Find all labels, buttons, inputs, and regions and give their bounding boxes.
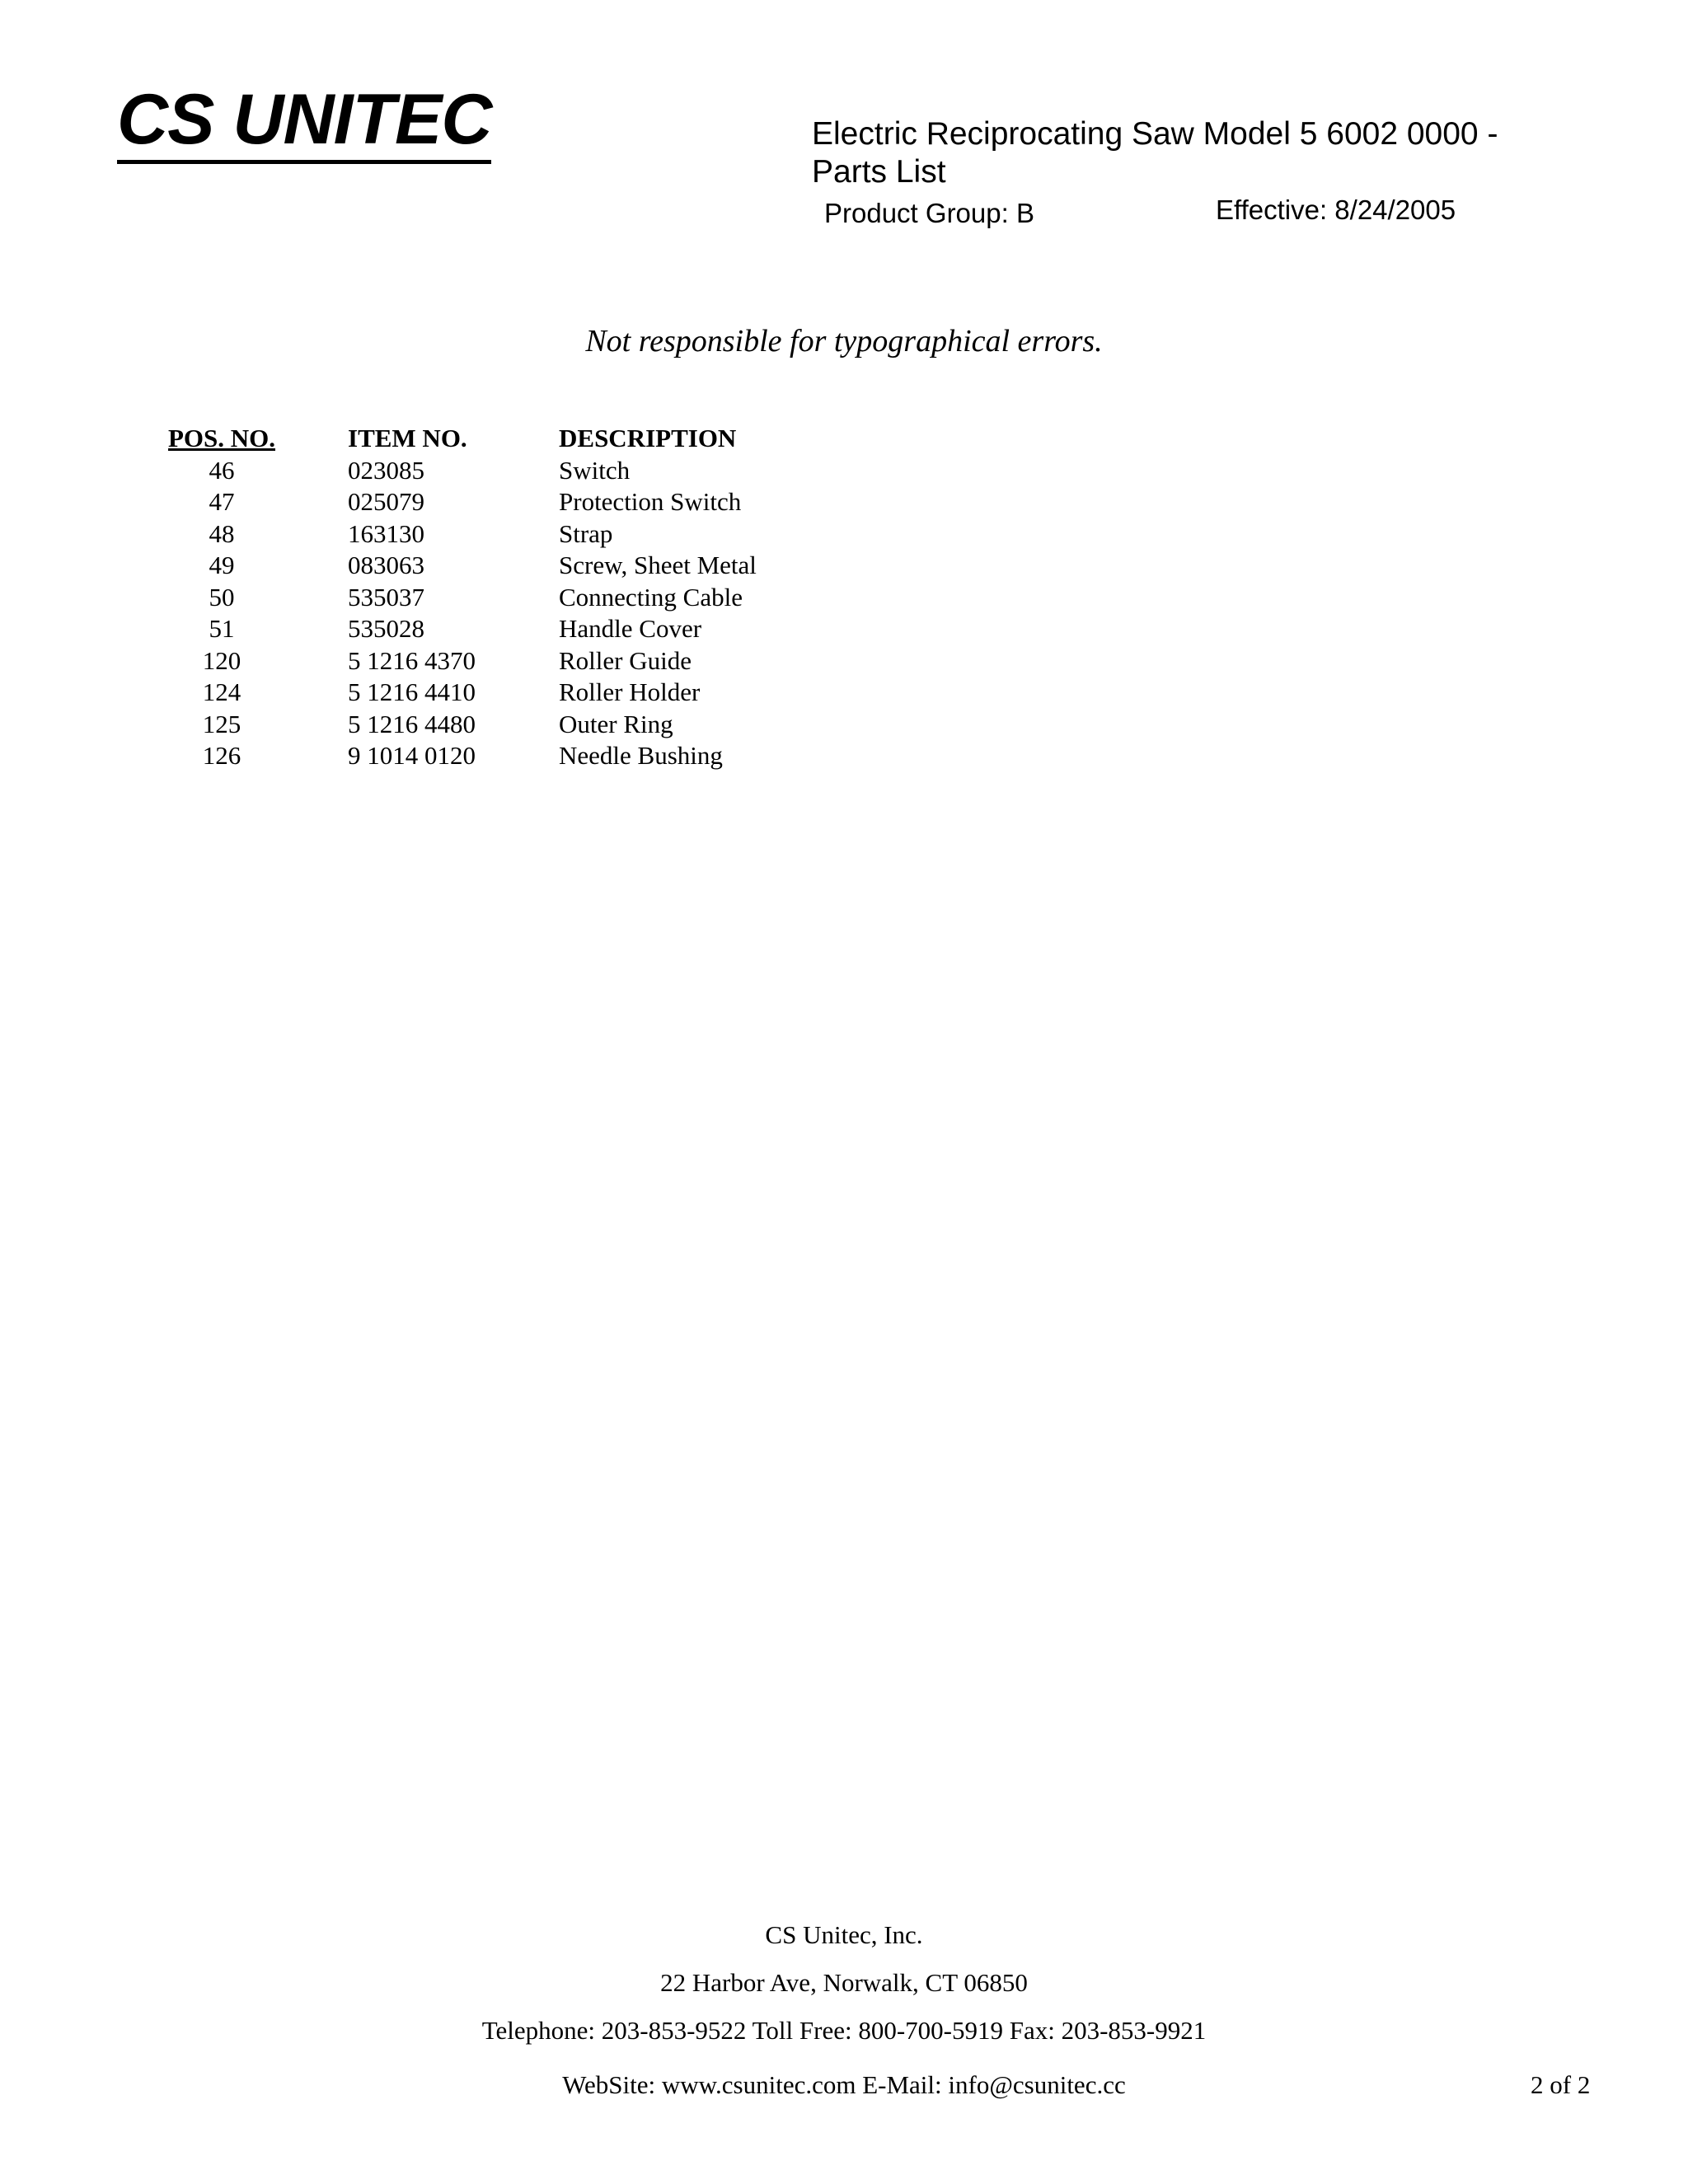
item-no-cell: 083063	[348, 551, 424, 579]
parts-table-header	[163, 423, 889, 455]
item-no-header: ITEM NO.	[348, 424, 467, 452]
item-no-cell: 023085	[348, 455, 424, 485]
company-logo: CS UNITEC	[117, 84, 491, 164]
parts-table	[163, 423, 889, 772]
footer-address: 22 Harbor Ave, Norwalk, CT 06850	[660, 1968, 1028, 1997]
footer-company: CS Unitec, Inc.	[765, 1920, 923, 1949]
description-cell: Handle Cover	[559, 614, 702, 643]
description-cell: Outer Ring	[559, 709, 673, 738]
parts-table-body	[163, 455, 889, 772]
pos-no-header: POS. NO.	[167, 424, 276, 452]
item-no-cell: 5 1216 4480	[348, 709, 476, 738]
item-no-cell: 535037	[348, 582, 424, 612]
description-cell: Needle Bushing	[559, 741, 723, 770]
pos-cell: 47	[209, 487, 235, 516]
pos-cell: 48	[209, 518, 235, 548]
table-row	[163, 486, 889, 518]
item-no-cell: 535028	[348, 614, 424, 643]
item-no-cell: 9 1014 0120	[348, 741, 476, 770]
pos-cell: 124	[202, 677, 241, 706]
page-number: 2 of 2	[1531, 2070, 1591, 2099]
table-row	[163, 455, 889, 487]
disclaimer: Not responsible for typographical errors.	[585, 324, 1103, 359]
table-row	[163, 582, 889, 614]
table-row	[163, 709, 889, 741]
description-cell: Screw, Sheet Metal	[559, 551, 757, 579]
table-row	[163, 645, 889, 677]
table-row	[163, 740, 889, 772]
description-cell: Protection Switch	[559, 487, 742, 516]
item-no-cell: 163130	[348, 518, 424, 548]
description-cell: Switch	[559, 455, 631, 485]
effective-date: Effective: 8/24/2005	[1216, 194, 1456, 225]
description-cell: Strap	[559, 518, 613, 548]
description-cell: Connecting Cable	[559, 582, 743, 612]
item-no-cell: 5 1216 4410	[348, 677, 476, 706]
table-row	[163, 550, 889, 582]
description-cell: Roller Holder	[559, 677, 701, 706]
pos-cell: 120	[202, 645, 241, 675]
document-title: Electric Reciprocating Saw Model 5 6002 0000 - Parts List	[812, 116, 1498, 190]
product-group: Product Group: B	[824, 198, 1034, 228]
pos-cell: 50	[209, 582, 235, 612]
pos-cell: 126	[202, 741, 241, 770]
item-no-cell: 025079	[348, 487, 424, 516]
pos-cell: 46	[209, 455, 235, 485]
item-no-cell: 5 1216 4370	[348, 645, 476, 675]
description-header: DESCRIPTION	[559, 424, 737, 452]
pos-cell: 49	[209, 551, 235, 579]
footer-web: WebSite: www.csunitec.com E-Mail: info@csunitec.cc	[562, 2070, 1126, 2099]
footer-phones: Telephone: 203-853-9522 Toll Free: 800-700-5919 Fax: 203-853-9921	[481, 2016, 1207, 2045]
pos-cell: 125	[202, 709, 241, 738]
description-cell: Roller Guide	[559, 645, 692, 675]
pos-cell: 51	[209, 614, 235, 643]
table-row	[163, 677, 889, 709]
table-row	[163, 613, 889, 645]
table-row	[163, 518, 889, 551]
